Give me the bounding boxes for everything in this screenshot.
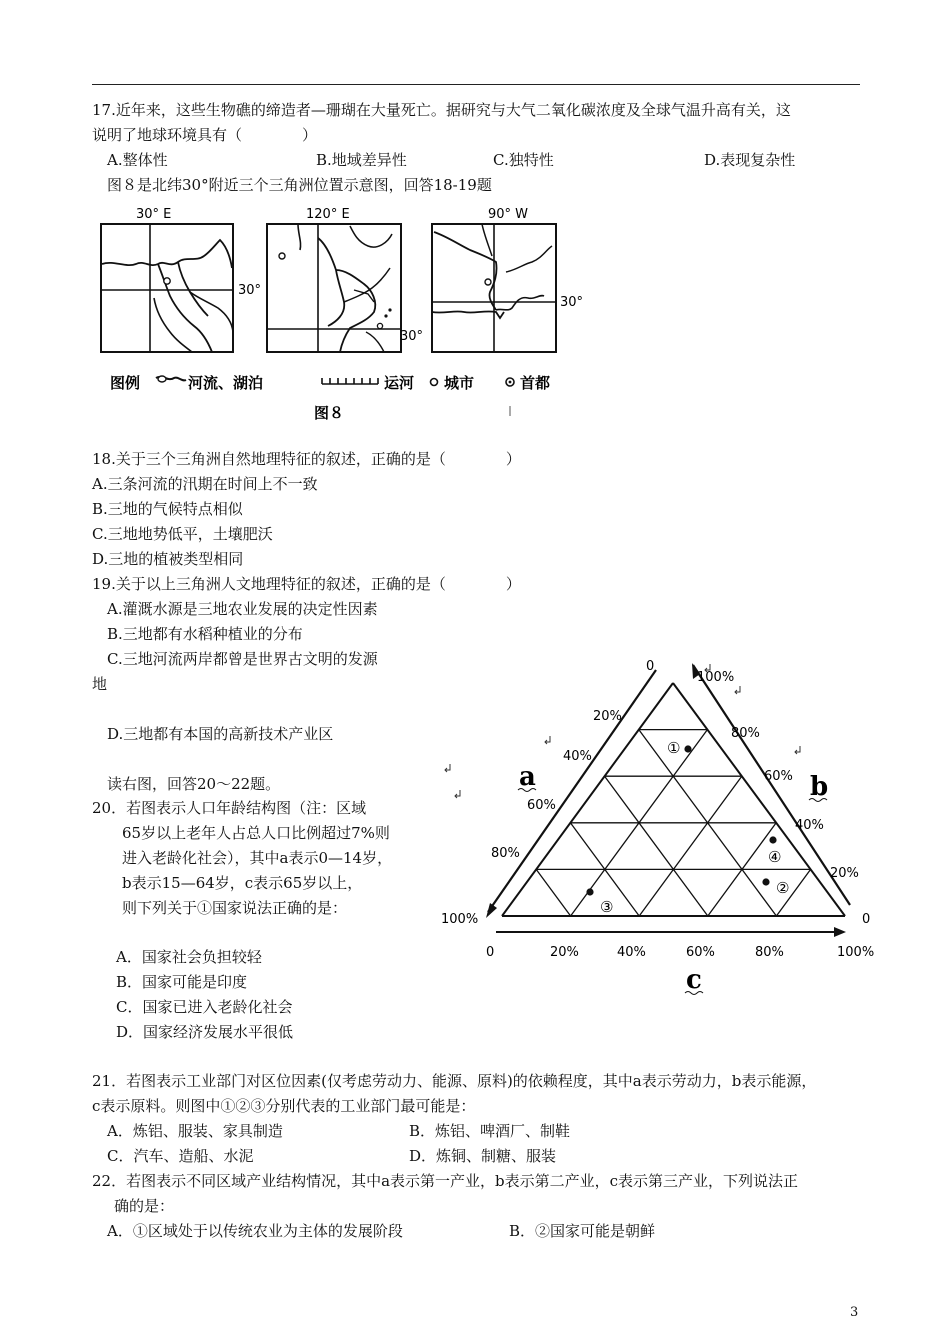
c-tick-40: 40% — [617, 945, 646, 960]
q18-option-d: D.三地的植被类型相同 — [92, 550, 244, 568]
q21-line2: c表示原料。则图中①②③分别代表的工业部门最可能是： — [92, 1097, 476, 1115]
map-mississippi-delta — [432, 207, 583, 352]
grid-line-rising — [639, 776, 742, 916]
q22-option-b: B．②国家可能是朝鲜 — [509, 1222, 656, 1240]
grid-line-falling — [605, 776, 708, 916]
q21-line1: 21．若图表示工业部门对区位因素(仅考虑劳动力、能源、原料)的依赖程度，其中a表示劳动力，b表示能源， — [92, 1072, 817, 1090]
legend-capital: 首都 — [520, 374, 551, 392]
lake-symbol-icon — [158, 376, 166, 382]
q20-option-a: A．国家社会负担较轻 — [116, 948, 262, 966]
b-tick-100: 100% — [697, 670, 735, 685]
header-rule — [92, 84, 860, 85]
point-1-label: ① — [667, 739, 681, 757]
q19-option-b: B.三地都有水稻种植业的分布 — [107, 625, 303, 643]
b-tick-80: 80% — [731, 726, 760, 741]
q18-option-c: C.三地地势低平，土壤肥沃 — [92, 525, 273, 543]
point-1-marker — [684, 745, 691, 752]
legend-title: 图例 — [110, 374, 141, 392]
map-nile-delta — [101, 207, 261, 352]
q20-option-c: C．国家已进入老龄化社会 — [116, 998, 293, 1016]
q22-line1: 22．若图表示不同区域产业结构情况，其中a表示第一产业，b表示第二产业，c表示第三产业，下列说法正 — [92, 1172, 799, 1190]
q17-line2: 说明了地球环境具有（ ） — [92, 126, 318, 144]
figure-8-maps — [92, 198, 612, 428]
a-tick-100: 100% — [441, 912, 479, 927]
q20-option-d: D．国家经济发展水平很低 — [116, 1023, 294, 1041]
axis-c-label: c — [686, 965, 702, 995]
point-3-marker — [586, 888, 593, 895]
point-4-marker — [769, 836, 776, 843]
q19-option-d: D.三地都有本国的高新技术产业区 — [107, 725, 334, 743]
map1-lon-label: 30° E — [136, 207, 172, 222]
c-tick-0: 0 — [486, 945, 495, 960]
axis-b-label: b — [810, 772, 829, 802]
a-tick-0: 0 — [646, 659, 655, 674]
q19-option-a: A.灌溉水源是三地农业发展的决定性因素 — [107, 600, 378, 618]
legend-city: 城市 — [444, 374, 475, 392]
c-tick-100: 100% — [837, 945, 875, 960]
map3-lon-label: 90° W — [488, 207, 529, 222]
q19-option-c: C.三地河流两岸都曾是世界古文明的发源 — [107, 650, 378, 668]
canal-symbol-icon — [322, 378, 378, 384]
fig8-intro: 图８是北纬30°附近三个三角洲位置示意图，回答18-19题 — [107, 176, 492, 194]
map1-lat-label: 30° — [238, 283, 262, 298]
point-3-label: ③ — [600, 898, 614, 916]
city-symbol-icon — [431, 379, 438, 386]
a-tick-40: 40% — [563, 749, 592, 764]
c-arrow-head-icon — [834, 927, 846, 937]
a-tick-20: 20% — [593, 709, 622, 724]
q18-option-b: B.三地的气候特点相似 — [92, 500, 243, 518]
point-2-label: ② — [776, 879, 790, 897]
q20-line3: 进入老龄化社会），其中a表示0—14岁， — [122, 849, 393, 867]
b-tick-0: 0 — [862, 912, 871, 927]
c-tick-80: 80% — [755, 945, 784, 960]
q19-option-c-cont: 地 — [92, 675, 108, 693]
legend-canal: 运河 — [384, 374, 415, 392]
q17-option-d: D.表现复杂性 — [704, 151, 796, 169]
ternary-diagram — [436, 650, 886, 1000]
b-tick-40: 40% — [795, 818, 824, 833]
c-tick-20: 20% — [550, 945, 579, 960]
q17-option-c: C.独特性 — [493, 151, 554, 169]
b-tick-60: 60% — [764, 769, 793, 784]
a-tick-80: 80% — [491, 846, 520, 861]
map-legend — [110, 374, 550, 422]
point-4-label: ④ — [768, 848, 782, 866]
q20-line2: 65岁以上老年人占总人口比例超过7%则 — [122, 824, 390, 842]
map-yangtze-delta — [267, 207, 423, 352]
q18-option-a: A.三条河流的汛期在时间上不一致 — [92, 475, 318, 493]
grid-line-falling — [536, 869, 570, 916]
read-right-instruction: 读右图，回答20～22题。 — [107, 775, 281, 793]
q21-option-a: A．炼铝、服装、家具制造 — [107, 1122, 283, 1140]
q17-option-b: B.地域差异性 — [316, 151, 407, 169]
figure-8-caption: 图８ — [314, 404, 345, 422]
legend-river-lake: 河流、湖泊 — [188, 374, 264, 392]
point-2-marker — [762, 878, 769, 885]
page-number: 3 — [850, 1305, 859, 1320]
b-tick-20: 20% — [830, 866, 859, 881]
map2-lat-label: 30° — [400, 329, 424, 344]
q22-line2: 确的是： — [114, 1197, 175, 1215]
q20-option-b: B．国家可能是印度 — [116, 973, 248, 991]
q18-stem: 18.关于三个三角洲自然地理特征的叙述，正确的是（ ） — [92, 450, 521, 468]
q20-line5: 则下列关于①国家说法正确的是： — [122, 899, 348, 917]
q19-stem: 19.关于以上三角洲人文地理特征的叙述，正确的是（ ） — [92, 575, 521, 593]
q20-line4: b表示15—64岁，c表示65岁以上， — [122, 874, 363, 892]
a-tick-60: 60% — [527, 798, 556, 813]
point-labels — [600, 739, 789, 916]
a-arrow-head-icon — [486, 903, 497, 918]
q21-option-b: B．炼铝、啤酒厂、制鞋 — [409, 1122, 571, 1140]
q22-option-a: A．①区域处于以传统农业为主体的发展阶段 — [107, 1222, 403, 1240]
q21-option-d: D．炼铜、制糖、服装 — [409, 1147, 557, 1165]
axis-a-label: a — [519, 762, 536, 792]
c-tick-60: 60% — [686, 945, 715, 960]
q20-line1: 20．若图表示人口年龄结构图（注：区域 — [92, 799, 367, 817]
q21-option-c: C．汽车、造船、水泥 — [107, 1147, 254, 1165]
q17-line1: 17.近年来，这些生物礁的缔造者—珊瑚在大量死亡。据研究与大气二氧化碳浓度及全球气温升高有关，这 — [92, 101, 791, 119]
q17-option-a: A.整体性 — [107, 151, 168, 169]
map2-lon-label: 120° E — [306, 207, 350, 222]
map3-lat-label: 30° — [560, 295, 584, 310]
data-points — [586, 745, 776, 895]
